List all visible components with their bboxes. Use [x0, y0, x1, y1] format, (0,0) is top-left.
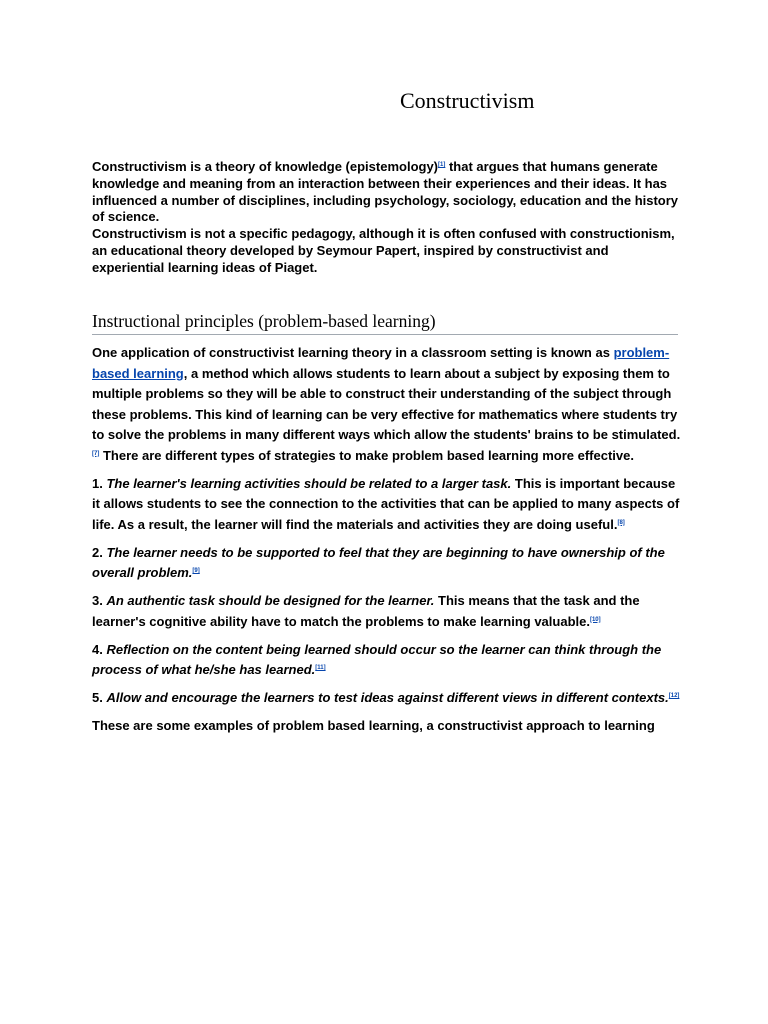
paragraph-text: There are different types of strategies to make problem based learning more effective. — [99, 447, 634, 463]
citation-link[interactable]: [11] — [315, 665, 326, 671]
item-text: This is important because it allows students to see the connection to the activities that can be applied to many aspects of life. As a result, the learner will find the materials and activities they are doing useful. — [92, 475, 680, 532]
section-paragraph — [92, 343, 682, 466]
item-number: 2. — [92, 544, 107, 560]
intro-text-2: that argues that humans generate knowledge and meaning from an interaction between their experiences and their ideas. It has influenced a number of disciplines, including psychology, sociology, education and the history of science. — [92, 159, 679, 225]
citation-link[interactable]: [8] — [617, 519, 625, 526]
paragraph-text: , a method which allows students to learn about a subject by exposing them to multiple problems so they will be able to construct their understanding of the subject through these problems. This kind of learning can be very effective for mathematics where students try to solve the problems in many different ways which allow the students' brains to be stimulated. — [92, 365, 681, 442]
item-number: 3. — [92, 593, 107, 608]
problem-based-learning-link[interactable]: problem-based learning — [92, 345, 670, 381]
citation-link[interactable]: [10] — [589, 616, 601, 623]
item-principle: Reflection on the content being learned should occur so the learner can think through the process of what he/she has learned. — [92, 641, 662, 677]
citation-link[interactable]: [1] — [438, 162, 446, 168]
item-number: 4. — [92, 641, 107, 657]
citation-link[interactable]: [12] — [668, 693, 680, 699]
item-principle: Allow and encourage the learners to test ideas against different views in different contexts. — [106, 690, 669, 705]
section-body — [92, 343, 682, 744]
item-principle: The learner's learning activities should be related to a larger task. — [106, 475, 512, 491]
principle-item — [92, 543, 682, 584]
page-title: Constructivism — [400, 88, 535, 113]
intro-text-1: Constructivism is a theory of knowledge (epistemology) — [92, 159, 439, 174]
intro-paragraph-2: Constructivism is not a specific pedagogy, although it is often confused with constructionism, an educational theory developed by Seymour Papert, inspired by constructivist and experiential learning ideas of Piaget. — [92, 226, 675, 275]
paragraph-text: One application of constructivist learning theory in a classroom setting is known as — [92, 345, 614, 360]
principle-item — [92, 688, 682, 709]
principle-item — [92, 474, 682, 536]
item-number: 1. — [92, 475, 107, 491]
item-text: This means that the task and the learner's cognitive ability have to match the problems to make learning valuable. — [92, 593, 640, 629]
principle-item — [92, 640, 682, 681]
item-principle: An authentic task should be designed for the learner. — [106, 593, 435, 608]
item-principle: The learner needs to be supported to feel that they are beginning to have ownership of the overall problem. — [92, 544, 665, 580]
item-number: 5. — [92, 690, 107, 705]
citation-link[interactable]: [9] — [192, 568, 200, 574]
intro-paragraph-1 — [92, 159, 682, 226]
section-heading: Instructional principles (problem-based learning) — [92, 311, 678, 335]
closing-paragraph: These are some examples of problem based learning, a constructivist approach to learning — [92, 718, 655, 733]
citation-link[interactable]: [7] — [92, 450, 100, 457]
principle-item — [92, 591, 682, 632]
intro-section — [92, 159, 682, 277]
